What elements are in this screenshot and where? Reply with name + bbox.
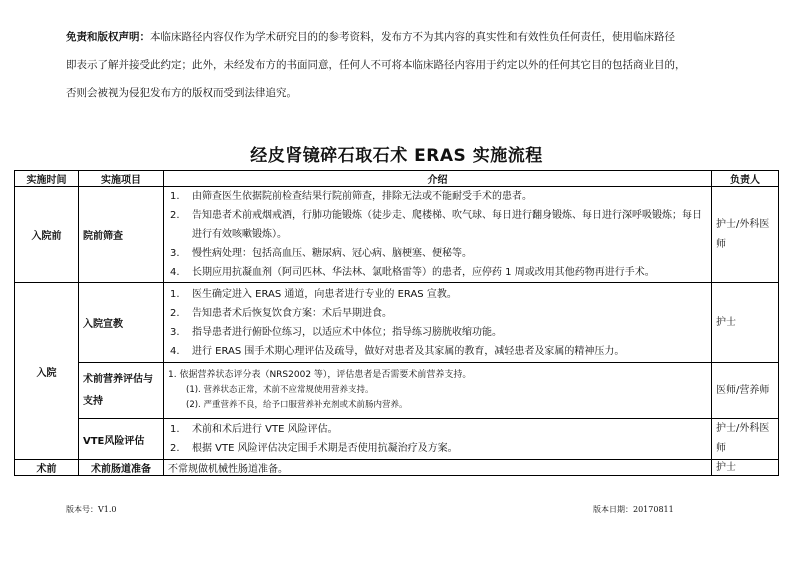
footer-version: 版本号：V1.0 bbox=[66, 505, 117, 514]
list-text: 告知患者术后恢复饮食方案：术后早期进食。 bbox=[192, 307, 392, 319]
intro-list bbox=[168, 420, 707, 458]
header-time: 实施时间 bbox=[15, 171, 79, 187]
item-cell: 院前筛查 bbox=[79, 187, 164, 283]
list-item bbox=[168, 263, 707, 282]
disclaimer-line-3: 否则会被视为侵犯发布方的版权而受到法律追究。 bbox=[66, 87, 297, 99]
list-item bbox=[168, 304, 707, 323]
list-number: 1. bbox=[170, 288, 180, 300]
disclaimer-text-1: 本临床路径内容仅作为学术研究目的的参考资料，发布方不为其内容的真实性和有效性负任何责任，使用临床路径 bbox=[150, 31, 675, 43]
intro-cell bbox=[164, 283, 712, 363]
intro-cell bbox=[164, 419, 712, 460]
list-text: 根据 VTE 风险评估决定围手术期是否使用抗凝治疗及方案。 bbox=[192, 443, 458, 454]
list-item bbox=[168, 285, 707, 304]
list-item bbox=[168, 342, 707, 361]
list-text: 告知患者术前戒烟戒酒，行肺功能锻炼（徒步走、爬楼梯、吹气球、每日进行翻身锻炼、每日进行深呼吸锻炼；每日进行有效咳嗽锻炼）。 bbox=[192, 210, 702, 240]
eras-process-table bbox=[14, 170, 779, 476]
list-item bbox=[168, 244, 707, 263]
list-text: 长期应用抗凝血剂（阿司匹林、华法林、氯吡格雷等）的患者，应停药 1 周或改用其他药物再进行手术。 bbox=[192, 267, 655, 278]
item-cell: 术前肠道准备 bbox=[79, 460, 164, 476]
header-responsible: 负责人 bbox=[712, 171, 779, 187]
list-text: 慢性病处理：包括高血压、糖尿病、冠心病、脑梗塞、便秘等。 bbox=[192, 248, 472, 259]
list-item bbox=[168, 420, 707, 439]
list-number: 3. bbox=[170, 326, 180, 338]
responsible-cell: 护士 bbox=[712, 283, 779, 363]
list-item bbox=[168, 187, 707, 206]
list-number: 4. bbox=[170, 267, 180, 278]
table-row bbox=[15, 419, 779, 460]
list-item bbox=[168, 439, 707, 458]
list-number: 4. bbox=[170, 345, 180, 357]
intro-cell bbox=[164, 187, 712, 283]
list-text: 指导患者进行俯卧位练习，以适应术中体位；指导练习膀胱收缩功能。 bbox=[192, 326, 502, 338]
item-cell: 入院宣教 bbox=[79, 283, 164, 363]
disclaimer-line-2: 即表示了解并接受此约定；此外，未经发布方的书面同意，任何人不可将本临床路径内容用于约定以外的任何其它目的包括商业目的， bbox=[66, 59, 686, 71]
intro-cell bbox=[164, 363, 712, 419]
list-number: 2. bbox=[170, 307, 180, 319]
responsible-cell: 医师/营养师 bbox=[712, 363, 779, 419]
time-cell: 入院 bbox=[15, 283, 79, 460]
responsible-cell: 护士/外科医师 bbox=[712, 419, 779, 460]
list-item bbox=[168, 206, 707, 244]
responsible-cell: 护士 bbox=[712, 460, 779, 476]
time-cell: 术前 bbox=[15, 460, 79, 476]
table-row bbox=[15, 460, 779, 476]
list-number: 2. bbox=[170, 443, 180, 454]
intro-sub-1: (1). 营养状态正常，术前不应常规使用营养支持。 bbox=[186, 385, 374, 395]
header-item: 实施项目 bbox=[79, 171, 164, 187]
disclaimer-lead: 免责和版权声明： bbox=[66, 31, 150, 43]
intro-cell: 不常规做机械性肠道准备。 bbox=[164, 460, 712, 476]
list-number: 1. bbox=[170, 424, 180, 435]
intro-main: 1. 依据营养状态评分表（NRS2002 等），评估患者是否需要术前营养支持。 bbox=[168, 370, 472, 380]
list-text: 术前和术后进行 VTE 风险评估。 bbox=[192, 424, 338, 435]
responsible-cell: 护士/外科医师 bbox=[712, 187, 779, 283]
table-row bbox=[15, 187, 779, 283]
list-text: 由筛查医生依据院前检查结果行院前筛查，排除无法或不能耐受手术的患者。 bbox=[192, 191, 532, 202]
footer-date: 版本日期：20170811 bbox=[593, 505, 674, 514]
intro-list bbox=[168, 187, 707, 282]
page-title: 经皮肾镜碎石取石术 ERAS 实施流程 bbox=[250, 146, 543, 166]
item-cell: 术前营养评估与支持 bbox=[79, 363, 164, 419]
list-text: 进行 ERAS 围手术期心理评估及疏导，做好对患者及其家属的教育，减轻患者及家属的精神压力。 bbox=[192, 345, 625, 357]
list-number: 3. bbox=[170, 248, 180, 259]
table-header-row bbox=[15, 171, 779, 187]
intro-list bbox=[168, 285, 707, 361]
disclaimer bbox=[66, 23, 730, 107]
list-number: 2. bbox=[170, 210, 180, 221]
intro-sub-2: (2). 严重营养不良，给予口服营养补充剂或术前肠内营养。 bbox=[186, 400, 408, 410]
list-text: 医生确定进入 ERAS 通道，向患者进行专业的 ERAS 宣教。 bbox=[192, 288, 457, 300]
table-row bbox=[15, 363, 779, 419]
list-item bbox=[168, 323, 707, 342]
disclaimer-line-1 bbox=[66, 23, 730, 51]
table-row bbox=[15, 283, 779, 363]
item-cell: VTE风险评估 bbox=[79, 419, 164, 460]
list-number: 1. bbox=[170, 191, 180, 202]
header-intro: 介绍 bbox=[164, 171, 712, 187]
time-cell: 入院前 bbox=[15, 187, 79, 283]
